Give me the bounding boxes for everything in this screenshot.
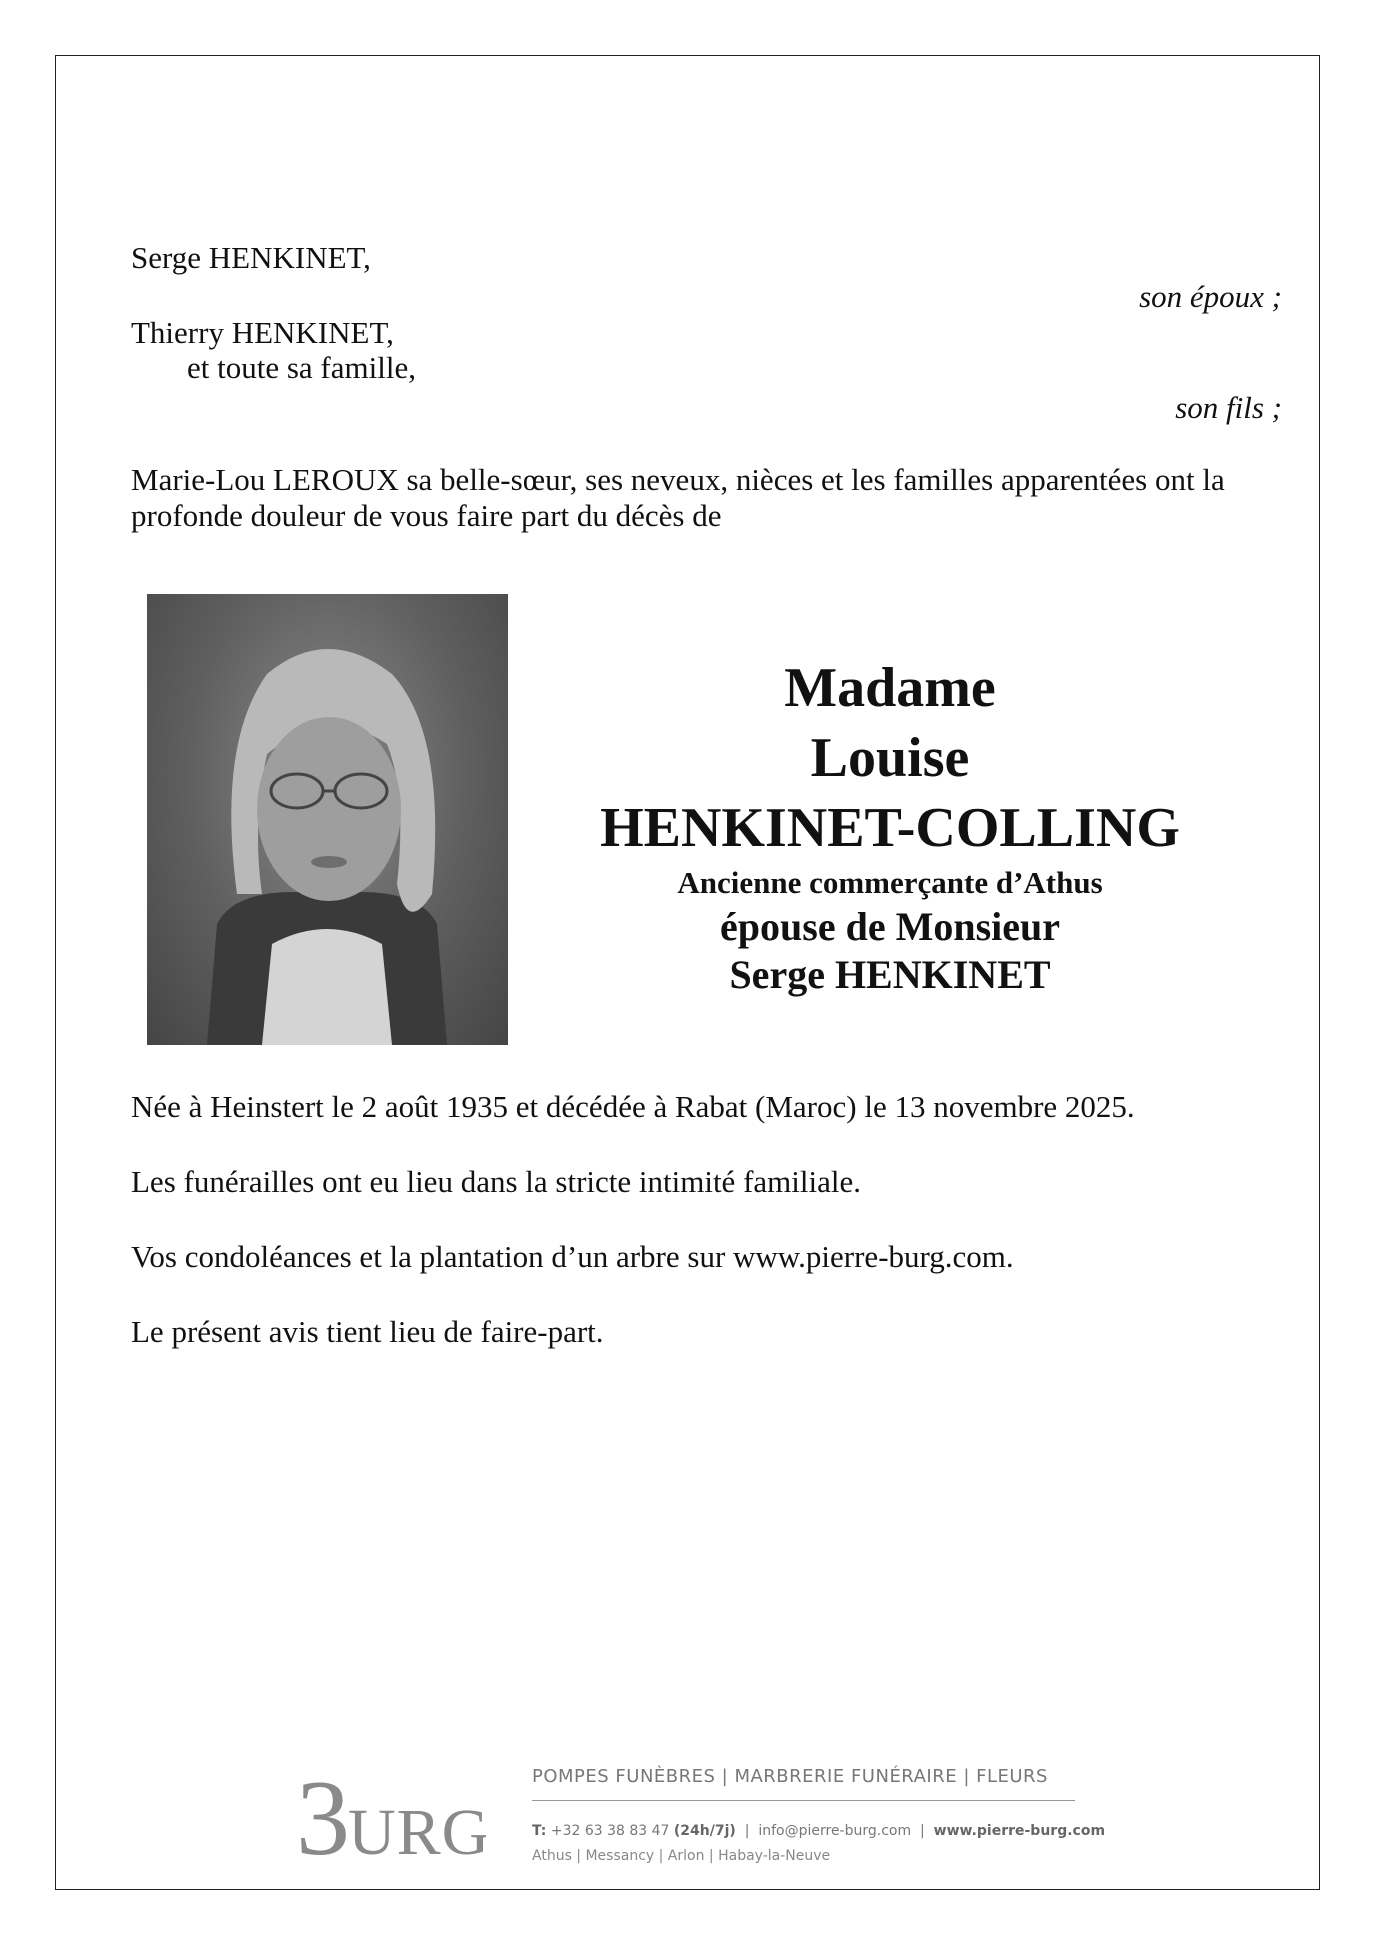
relation-son: son fils ;	[1175, 390, 1282, 425]
family-line-son-family: et toute sa famille,	[187, 350, 416, 385]
phone-number: +32 63 38 83 47	[550, 1823, 670, 1839]
burg-logo	[296, 1758, 486, 1868]
footer-website[interactable]: www.pierre-burg.com	[933, 1823, 1106, 1839]
deceased-last-name: HENKINET-COLLING	[600, 797, 1180, 859]
deceased-name-block	[560, 653, 1220, 999]
footer-divider	[532, 1800, 1075, 1801]
portrait-photo	[147, 594, 508, 1045]
footer-contact: T: +32 63 38 83 47 (24h/7j) | info@pierre-burg.com | www.pierre-burg.com	[532, 1823, 1106, 1839]
announcement-text: Marie-Lou LEROUX sa belle-sœur, ses neveux, nièces et les familles apparentées ont la profonde douleur de vous faire part du décès de	[131, 462, 1225, 533]
phone-hours: (24h/7j)	[673, 1823, 736, 1839]
spouse-line-1: épouse de Monsieur	[720, 904, 1060, 949]
deceased-first-name: Louise	[810, 727, 970, 789]
footer-email[interactable]: info@pierre-burg.com	[758, 1823, 912, 1839]
footer-locations: Athus | Messancy | Arlon | Habay-la-Neuve	[532, 1848, 831, 1864]
deceased-title: Madame	[784, 657, 996, 719]
family-line-son: Thierry HENKINET,	[131, 315, 394, 350]
deceased-occupation: Ancienne commerçante d’Athus	[677, 865, 1103, 900]
family-line-spouse: Serge HENKINET,	[131, 240, 371, 275]
svg-text:URG: URG	[348, 1796, 486, 1868]
funeral-info: Les funérailles ont eu lieu dans la stricte intimité familiale.	[131, 1164, 861, 1199]
birth-death-dates: Née à Heinstert le 2 août 1935 et décédée à Rabat (Maroc) le 13 novembre 2025.	[131, 1089, 1135, 1124]
footer-services: POMPES FUNÈBRES | MARBRERIE FUNÉRAIRE | FLEURS	[532, 1766, 1048, 1787]
svg-text:3: 3	[296, 1759, 350, 1868]
spouse-line-2: Serge HENKINET	[729, 952, 1051, 997]
relation-spouse: son époux ;	[1139, 279, 1282, 314]
condolences-info: Vos condoléances et la plantation d’un arbre sur www.pierre-burg.com.	[131, 1239, 1014, 1274]
phone-label: T:	[532, 1823, 547, 1839]
notice-info: Le présent avis tient lieu de faire-part.	[131, 1314, 604, 1349]
